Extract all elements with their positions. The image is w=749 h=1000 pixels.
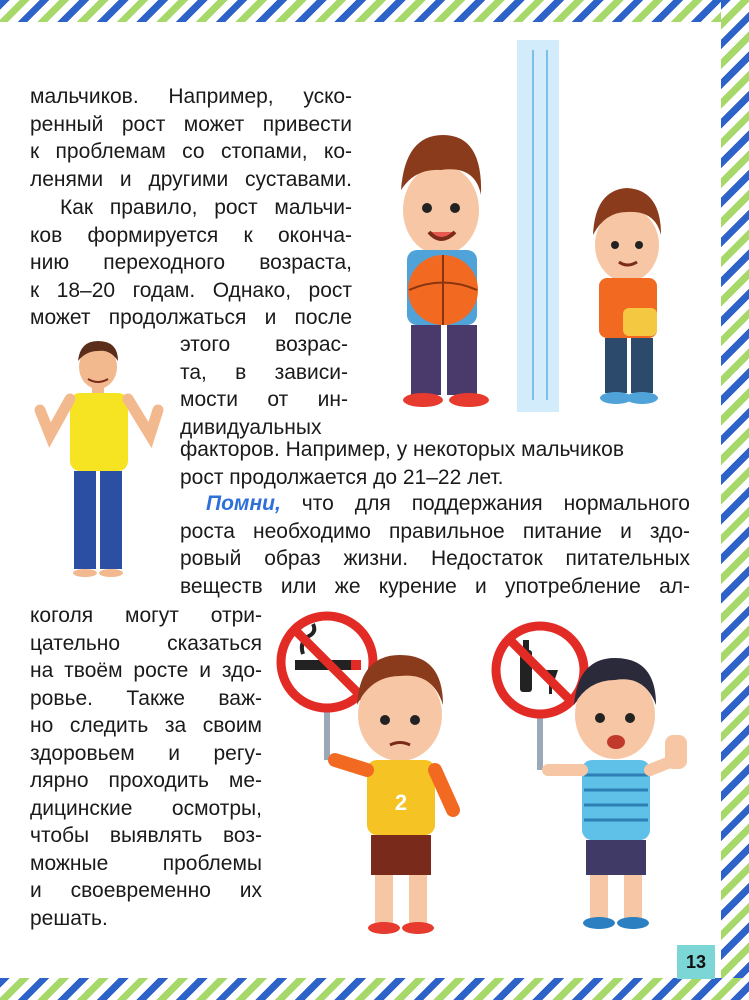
text-line: нию переходного возраста,: [30, 251, 352, 274]
text-line: ровый образ жизни. Недостаток питательных: [180, 547, 690, 570]
text-line: чтобы выявлять воз-: [30, 824, 262, 847]
remember-highlight: Помни,: [206, 492, 281, 515]
text-line: здоровьем и регу-: [30, 741, 262, 765]
text-line: Как правило, рост мальчи-: [60, 196, 352, 219]
text-line: решать.: [30, 906, 108, 930]
shirt-number: 2: [394, 790, 408, 815]
no-alcohol-sign-boy-illustration: [490, 620, 700, 935]
text-line: и своевременно их: [30, 879, 262, 902]
text-line: ленями и другими суставами.: [30, 167, 352, 191]
text-line: цательно сказаться: [30, 631, 262, 655]
text-line: роста необходимо правильное питание и здо-: [180, 519, 690, 543]
paragraph-3-left-column: [30, 602, 262, 932]
boys-measuring-height-illustration: [365, 40, 695, 415]
text-line: веществ или же курение и употребление ал-: [180, 574, 690, 598]
text-line: к проблемам со стопами, ко-: [30, 140, 352, 163]
text-line: дицинские осмотры,: [30, 796, 262, 820]
text-line: можные проблемы: [30, 851, 262, 875]
decorative-stripe-bottom: [0, 978, 749, 1000]
paragraph-2-wrap: [180, 331, 348, 441]
paragraph-2: [30, 194, 352, 332]
text-line: [180, 490, 690, 518]
paragraph-1: [30, 83, 352, 193]
text-line: коголя могут отри-: [30, 604, 262, 627]
text-line: дивидуальных: [180, 415, 322, 439]
text-line: на твоём росте и здо-: [30, 659, 262, 682]
text-line: ровье. Также важ-: [30, 686, 262, 710]
decorative-stripe-right: [721, 0, 749, 1000]
paragraph-2-tail: [180, 436, 690, 491]
decorative-stripe-top: [0, 0, 749, 22]
text-line: ков формируется к оконча-: [30, 223, 352, 247]
text-line: но следить за своим: [30, 714, 262, 737]
text-line: ренный рост может привести: [30, 112, 352, 136]
no-smoking-sign-boy-illustration: [275, 610, 475, 940]
man-thumbs-up-illustration: [30, 335, 170, 580]
text-line: лярно проходить ме-: [30, 769, 262, 792]
text-line: та, в зависи-: [180, 360, 348, 384]
text-line: мости от ин-: [180, 388, 348, 411]
text-line: этого возрас-: [180, 333, 348, 356]
paragraph-3: [180, 490, 690, 600]
text-line: к 18–20 годам. Однако, рост: [30, 278, 352, 302]
text-line: может продолжаться и после: [30, 306, 352, 329]
text-line: факторов. Например, у некоторых мальчиков: [180, 438, 624, 461]
page-number: 13: [677, 945, 715, 979]
text-line: рост продолжается до 21–22 лет.: [180, 465, 504, 489]
text-fragment: что для поддержания нормального: [280, 492, 690, 515]
text-line: мальчиков. Например, ускo-: [30, 85, 352, 108]
